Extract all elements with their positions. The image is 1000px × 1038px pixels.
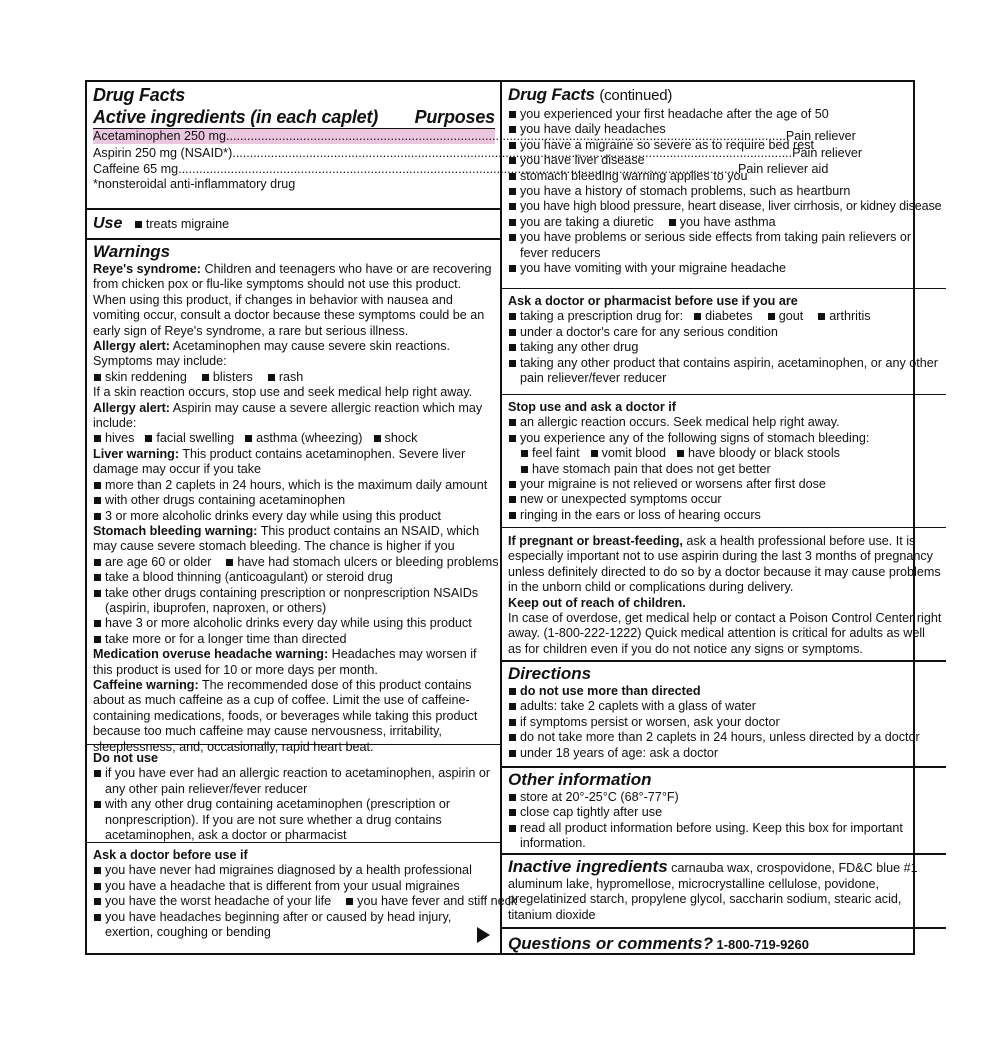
stomach-bleeding-warning bbox=[93, 524, 495, 555]
ingredient-name: Acetaminophen 250 mg bbox=[93, 129, 227, 143]
ask-pharmacist-item: under a doctor's care for any serious condition bbox=[508, 325, 941, 340]
ask-doctor-item: you have high blood pressure, heart disease, liver cirrhosis, or kidney disease bbox=[508, 199, 941, 214]
stop-use-item: new or unexpected symptoms occur bbox=[508, 492, 941, 507]
ask-doctor-item: you have a headache that is different from your usual migraines bbox=[93, 879, 495, 894]
stop-use-heading: Stop use and ask a doctor if bbox=[508, 400, 676, 414]
directions-item: under 18 years of age: ask a doctor bbox=[508, 746, 941, 761]
use-item: treats migraine bbox=[134, 217, 229, 232]
bleeding-sign: vomit blood bbox=[590, 446, 666, 461]
liver-item: more than 2 caplets in 24 hours, which is the maximum daily amount bbox=[93, 478, 495, 493]
purposes-heading: Purposes bbox=[414, 107, 495, 127]
symptom-item: shock bbox=[373, 431, 418, 446]
use-section bbox=[87, 208, 500, 238]
directions-item: do not take more than 2 caplets in 24 hours, unless directed by a doctor bbox=[508, 730, 941, 745]
ask-pharmacist-item: taking any other drug bbox=[508, 340, 941, 355]
warnings-heading: Warnings bbox=[93, 242, 171, 261]
directions-item: if symptoms persist or worsen, ask your doctor bbox=[508, 715, 941, 730]
liver-item: 3 or more alcoholic drinks every day while using this product bbox=[93, 509, 495, 524]
stop-use-item: an allergic reaction occurs. Seek medical help right away. bbox=[508, 415, 941, 430]
keep-out-heading: Keep out of reach of children. bbox=[508, 595, 686, 610]
directions-heading: Directions bbox=[508, 664, 592, 683]
ask-doctor-heading: Ask a doctor before use if bbox=[93, 848, 248, 862]
reyes-warning bbox=[93, 262, 495, 339]
condition-item: gout bbox=[767, 309, 804, 324]
allergy1-after: If a skin reaction occurs, stop use and seek medical help right away. bbox=[93, 385, 473, 400]
inactive-ingredients-text: carnauba wax, crospovidone, FD&C blue #1 aluminum lake, hypromellose, microcrystalline cellulose, povidone, pregelatinized starch, propylene glycol, saccharin sodium, stearic acid, titanium dioxide bbox=[508, 861, 918, 922]
other-information-item: read all product information before using. Keep this box for important information. bbox=[508, 821, 941, 852]
right-column bbox=[502, 82, 946, 953]
nsaid-footnote: *nonsteroidal anti-inflammatory drug bbox=[93, 177, 296, 192]
ask-doctor-item: you are taking a diuretic bbox=[508, 215, 654, 230]
inactive-ingredients-heading: Inactive ingredients bbox=[508, 857, 668, 876]
ask-doctor-item: you have problems or serious side effects from taking pain relievers or fever reducers bbox=[508, 230, 941, 261]
other-information-item: store at 20°-25°C (68°-77°F) bbox=[508, 790, 941, 805]
ask-doctor-item: you have headaches beginning after or caused by head injury, exertion, coughing or bending bbox=[93, 910, 495, 941]
ask-doctor-item: you experienced your first headache after the age of 50 bbox=[508, 107, 941, 122]
stop-use-sub bbox=[508, 462, 941, 477]
stomach-item: have 3 or more alcoholic drinks every day while using this product bbox=[93, 616, 495, 631]
do-not-use-item: with any other drug containing acetaminophen (prescription or nonprescription). If you are not sure whether a drug contains acetaminophen, ask a doctor or pharmacist bbox=[93, 797, 495, 843]
allergy1-symptoms bbox=[93, 370, 495, 385]
stomach-item: take other drugs containing prescription or nonprescription NSAIDs bbox=[93, 586, 495, 601]
liver-warning bbox=[93, 447, 495, 478]
stomach-item: are age 60 or older bbox=[93, 555, 211, 570]
other-information-section bbox=[502, 766, 946, 853]
ask-pharmacist-heading: Ask a doctor or pharmacist before use if you are bbox=[508, 294, 798, 308]
symptom-item: blisters bbox=[201, 370, 253, 385]
right-triangle-icon bbox=[477, 927, 490, 943]
ingredient-purpose: Pain reliever bbox=[785, 129, 856, 143]
ask-pharmacist-item: taking a prescription drug for: bbox=[508, 309, 683, 324]
stop-use-inline bbox=[508, 446, 941, 461]
allergy-alert-aspirin bbox=[93, 401, 495, 432]
questions-phone: 1-800-719-9260 bbox=[716, 937, 810, 952]
ingredient-purpose: Pain reliever bbox=[792, 146, 863, 161]
stomach-item: take more or for a longer time than directed bbox=[93, 632, 495, 647]
stop-use-section bbox=[502, 395, 946, 528]
stop-use-item: ringing in the ears or loss of hearing occurs bbox=[508, 508, 941, 523]
allergy1-text: Acetaminophen may cause severe skin reactions. Symptoms may include: bbox=[93, 339, 451, 369]
liver-text: This product contains acetaminophen. Severe liver damage may occur if you take bbox=[93, 446, 466, 477]
stop-use-item: your migraine is not relieved or worsens after first dose bbox=[508, 477, 941, 492]
ask-doctor-item: stomach bleeding warning applies to you bbox=[508, 169, 941, 184]
condition-item: arthritis bbox=[817, 309, 870, 324]
do-not-use-heading: Do not use bbox=[93, 751, 159, 765]
ask-pharmacist-item: taking any other product that contains aspirin, acetaminophen, or any other pain reliever/fever reducer bbox=[508, 356, 941, 387]
ingredient-purpose: Pain reliever aid bbox=[738, 161, 829, 176]
stomach-sub: (aspirin, ibuprofen, naproxen, or others) bbox=[105, 600, 327, 615]
pregnancy-warning bbox=[508, 534, 941, 596]
other-information-item: close cap tightly after use bbox=[508, 805, 941, 820]
ingredient-name: Caffeine 65 mg bbox=[93, 161, 179, 176]
active-ingredients-header bbox=[93, 106, 495, 129]
condition-item: diabetes bbox=[693, 309, 753, 324]
overuse-label: Medication overuse headache warning: bbox=[93, 647, 329, 662]
do-not-use-item: if you have ever had an allergic reaction to acetaminophen, aspirin or any other pain reliever/fever reducer bbox=[93, 766, 495, 797]
ask-doctor-item: you have liver disease bbox=[508, 153, 941, 168]
ask-doctor-item: you have asthma bbox=[668, 215, 776, 230]
drug-facts-title: Drug Facts bbox=[508, 85, 595, 104]
reyes-label: Reye's syndrome: bbox=[93, 262, 201, 276]
drug-facts-continued-title bbox=[508, 84, 941, 107]
caffeine-text: The recommended dose of this product contains about as much caffeine as a cup of coffee. Limit the use of caffeine-containing medications, foods, or beverages while taking this product because too much caffeine may cause nervousness, irritability, sleeplessness, and, occasionally, rapid heart beat. bbox=[93, 677, 478, 754]
continued-label: (continued) bbox=[599, 87, 673, 104]
directions-item: do not use more than directed bbox=[508, 684, 941, 699]
stomach-label: Stomach bleeding warning: bbox=[93, 523, 258, 538]
allergy-alert-acetaminophen bbox=[93, 339, 495, 370]
symptom-item: asthma (wheezing) bbox=[244, 431, 362, 446]
ask-doctor-inline bbox=[93, 894, 518, 909]
symptom-item: hives bbox=[93, 431, 134, 446]
inactive-ingredients-section bbox=[502, 853, 946, 927]
stomach-text: This product contains an NSAID, which may cause severe stomach bleeding. The chance is higher if you bbox=[93, 523, 480, 554]
reyes-text: Children and teenagers who have or are recovering from chicken pox or flu-like symptoms should not use this product. When using this product, if changes in behavior with nausea and vomiting occur, consult a doctor because these symptoms could be an early sign of Reye's syndrome, a rare but serious illness. bbox=[93, 262, 492, 338]
ingredient-name: Aspirin 250 mg (NSAID*) bbox=[93, 146, 233, 161]
stop-use-item: you experience any of the following signs of stomach bleeding: bbox=[508, 431, 941, 446]
bleeding-sign: have bloody or black stools bbox=[676, 446, 840, 461]
ask-doctor-item: you have a history of stomach problems, such as heartburn bbox=[508, 184, 941, 199]
active-ingredients-heading: Active ingredients (in each caplet) bbox=[93, 107, 379, 127]
other-information-heading: Other information bbox=[508, 770, 652, 789]
symptom-item: rash bbox=[267, 370, 304, 385]
allergy1-label: Allergy alert: bbox=[93, 339, 170, 354]
overdose-text: In case of overdose, get medical help or contact a Poison Control Center right away. (1-800-222-1222) Quick medical attention is critical for adults as well as for children even if you do not notice any signs or symptoms. bbox=[508, 611, 942, 656]
caffeine-label: Caffeine warning: bbox=[93, 677, 199, 692]
use-heading: Use bbox=[93, 215, 123, 232]
warnings-section bbox=[87, 238, 500, 754]
symptom-item: skin reddening bbox=[93, 370, 187, 385]
stomach-inline-items bbox=[93, 554, 499, 570]
ask-pharmacist-first bbox=[508, 309, 941, 324]
liver-label: Liver warning: bbox=[93, 446, 180, 461]
continued-section bbox=[502, 82, 946, 289]
allergy2-text: Aspirin may cause a severe allergic reaction which may include: bbox=[93, 400, 483, 431]
questions-heading: Questions or comments? bbox=[508, 934, 713, 953]
bleeding-sign: have stomach pain that does not get better bbox=[520, 462, 771, 477]
symptom-item: facial swelling bbox=[144, 431, 234, 446]
allergy2-label: Allergy alert: bbox=[93, 400, 170, 415]
directions-item: adults: take 2 caplets with a glass of water bbox=[508, 699, 941, 714]
ask-doctor-inline bbox=[508, 215, 941, 230]
ask-doctor-item: you have a migraine so severe as to require bed rest bbox=[508, 138, 941, 153]
ask-pharmacist-section bbox=[502, 289, 946, 395]
bleeding-sign: feel faint bbox=[520, 446, 580, 461]
overuse-warning bbox=[93, 647, 495, 678]
directions-section bbox=[502, 660, 946, 766]
stomach-item: take a blood thinning (anticoagulant) or steroid drug bbox=[93, 570, 495, 585]
liver-item: with other drugs containing acetaminophen bbox=[93, 493, 495, 508]
ask-doctor-item: you have never had migraines diagnosed by a health professional bbox=[93, 863, 495, 878]
do-not-use-section bbox=[87, 744, 500, 842]
ask-doctor-section bbox=[87, 842, 518, 953]
pregnancy-overdose-section bbox=[502, 528, 946, 660]
ask-doctor-item: you have vomiting with your migraine headache bbox=[508, 261, 941, 276]
drug-facts-title: Drug Facts bbox=[93, 85, 186, 105]
allergy2-symptoms bbox=[93, 431, 495, 446]
drug-facts-panel bbox=[85, 80, 942, 955]
pregnancy-text: ask a health professional before use. It is especially important not to use aspirin during the last 3 months of pregnancy unless definitely directed to do so by a doctor because it may cause problems in the unborn child or complications during delivery. bbox=[508, 534, 941, 595]
pregnancy-label: If pregnant or breast-feeding, bbox=[508, 534, 683, 548]
ask-doctor-item: you have fever and stiff neck bbox=[345, 894, 517, 909]
ask-doctor-item: you have the worst headache of your life bbox=[93, 894, 331, 909]
questions-section bbox=[502, 927, 946, 954]
stomach-item: have had stomach ulcers or bleeding problems bbox=[225, 555, 498, 570]
overuse-text: Headaches may worsen if this product is used for 10 or more days per month. bbox=[93, 647, 477, 677]
ask-doctor-item: you have daily headaches bbox=[508, 122, 941, 137]
